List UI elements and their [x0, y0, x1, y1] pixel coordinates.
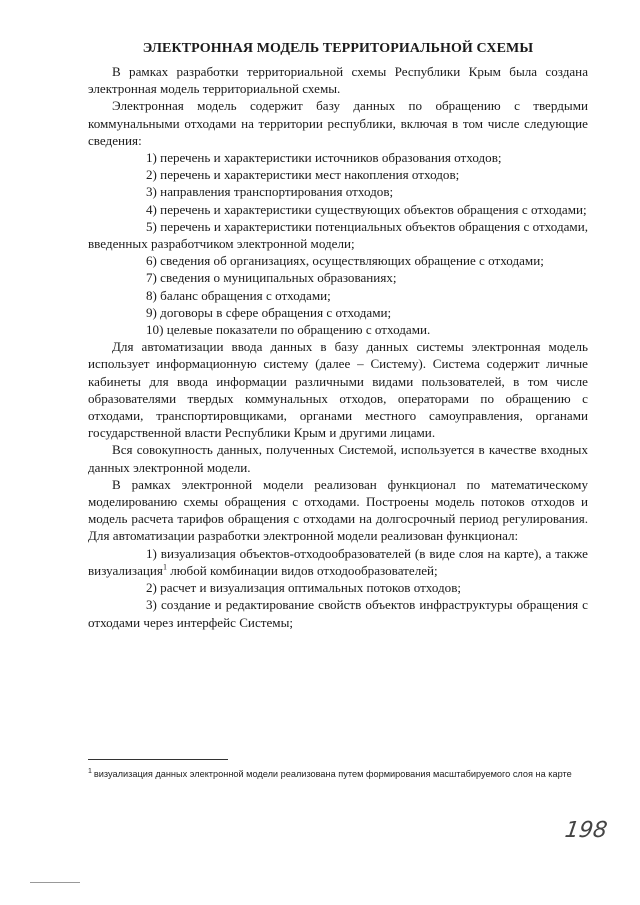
footnote [88, 767, 588, 781]
list2-item-1-tail: любой комбинации видов отходообразователей; [166, 562, 438, 578]
document-body [88, 63, 588, 631]
list-item: 3) направления транспортирования отходов; [146, 184, 394, 200]
scan-edge-line [30, 882, 80, 883]
list2-item-1-text: 1) визуализация объектов-отходообразователей (в виде слоя на карте), а также визуализация [88, 545, 588, 578]
list-item: 6) сведения об организациях, осуществляющих обращение с отходами; [146, 253, 544, 269]
list2-item-1 [88, 545, 588, 579]
list-item: 9) договоры в сфере обращения с отходами; [146, 304, 392, 320]
list-item: 2) перечень и характеристики мест накопления отходов; [146, 167, 460, 183]
list-item: 5) перечень и характеристики потенциальных объектов обращения с отходами, введенных разработчиком электронной модели; [88, 218, 588, 252]
list2-item-2: 2) расчет и визуализация оптимальных потоков отходов; [146, 580, 462, 596]
list-item: 8) баланс обращения с отходами; [146, 287, 331, 303]
paragraph: Для автоматизации ввода данных в базу данных системы электронная модель использует информационную систему (далее – Систему). Система содержит личные кабинеты для ввода информации различными видами пользователей, в том числе образователями твердых коммунальных отходов, операторами по обращению с отходами, транспортировщиками, органами местного самоуправления, органами государственной власти Республики Крым и другими лицами. [88, 339, 588, 441]
document-title: ЭЛЕКТРОННАЯ МОДЕЛЬ ТЕРРИТОРИАЛЬНОЙ СХЕМЫ [142, 41, 534, 56]
list-item: 1) перечень и характеристики источников образования отходов; [146, 150, 502, 166]
paragraph-container [88, 63, 588, 545]
handwritten-page-number: 198 [563, 818, 609, 843]
paragraph: Электронная модель содержит базу данных по обращению с твердыми коммунальными отходами на территории республики, включая в том числе следующие сведения: [88, 98, 588, 148]
paragraph: В рамках электронной модели реализован функционал по математическому моделированию схемы обращения с отходами. Построены модель потоков отходов и модель расчета тарифов обращения с отходами на долгосрочный период регулирования. Для автоматизации разработки электронной модели реализован функционал: [88, 476, 588, 544]
document-page [88, 40, 588, 631]
paragraph: В рамках разработки территориальной схемы Республики Крым была создана электронная модель территориальной схемы. [88, 64, 588, 97]
list-item: 10) целевые показатели по обращению с отходами. [146, 322, 431, 338]
footnote-reference: 1 [162, 562, 167, 572]
footnote-mark: 1 [88, 767, 92, 775]
paragraph: Вся совокупность данных, полученных Системой, используется в качестве входных данных электронной модели. [88, 442, 588, 475]
footnote-divider [88, 759, 228, 760]
list-item: 7) сведения о муниципальных образованиях; [146, 270, 397, 286]
list-item: 4) перечень и характеристики существующих объектов обращения с отходами; [146, 201, 587, 217]
list2-item-3: 3) создание и редактирование свойств объектов инфраструктуры обращения с отходами через интерфейс Системы; [88, 597, 588, 630]
footnote-text: визуализация данных электронной модели реализована путем формирования масштабируемого слоя на карте [93, 769, 572, 779]
